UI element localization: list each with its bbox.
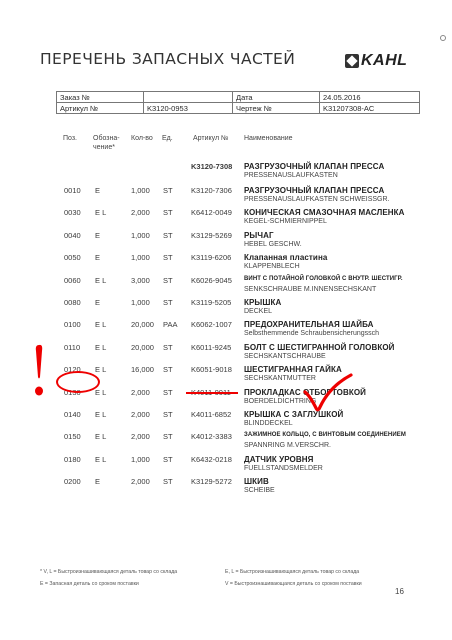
designation-cell: E L (95, 454, 107, 464)
designation-cell: E (95, 186, 101, 195)
designation-cell: E L (95, 208, 107, 218)
date-label: Дата (233, 92, 320, 103)
name-de-cell: SENKSCHRAUBE M.INNENSECHSKANT (244, 285, 377, 293)
legend-line1-right: E, L = Быстроизнашивающаяся деталь товар со склада (225, 569, 360, 575)
pos-cell: 0030 (64, 208, 81, 218)
name-de-cell: BLINDDECKEL (244, 420, 293, 427)
designation-cell: E L (95, 275, 107, 285)
name-de-cell: HEBEL GESCHW. (244, 240, 302, 248)
article-cell: K4012-3383 (191, 432, 232, 442)
legend-line2-left: E = Запасная деталь со сроком поставки (40, 581, 139, 587)
designation-cell: E (95, 477, 101, 487)
unit-cell: ST (163, 454, 173, 464)
col-designation: Обозна- чение* (93, 135, 120, 151)
unit-cell: ST (163, 230, 173, 240)
table-row (0, 186, 452, 208)
name-de-cell: PRESSENAUSLAUFKASTEN SCHWEISSGR. (244, 196, 390, 203)
pos-cell: 0120 (64, 365, 81, 375)
qty-cell: 20,000 (131, 320, 154, 330)
article-cell: K3129-5269 (191, 230, 232, 240)
article-cell: K6412-0049 (191, 208, 232, 218)
pos-cell: 0010 (64, 186, 81, 195)
article-cell: K6051-9018 (191, 365, 232, 375)
unit-cell: ST (163, 275, 173, 285)
unit-cell: ST (163, 365, 173, 375)
drawing-value: K31207308-AC (320, 103, 420, 114)
designation-cell: E L (95, 342, 107, 352)
date-value: 24.05.2016 (320, 92, 420, 103)
name-ru-cell: Клапанная пластина (244, 253, 328, 263)
unit-cell: ST (163, 387, 173, 397)
designation-cell: E L (95, 365, 107, 375)
name-de-cell: SECHSKANTSCHRAUBE (244, 352, 326, 360)
unit-cell: ST (163, 208, 173, 218)
designation-cell: E L (95, 432, 107, 442)
unit-cell: PAA (163, 320, 178, 330)
qty-cell: 2,000 (131, 477, 150, 487)
name-de-cell: SPANNRING M.VERSCHR. (244, 442, 331, 450)
parent-name-de: PRESSENAUSLAUFKASTEN (244, 172, 338, 179)
col-article: Артикул № (193, 135, 229, 142)
name-ru-cell: КОНИЧЕСКАЯ СМАЗОЧНАЯ МАСЛЕНКА (244, 208, 405, 218)
qty-cell: 2,000 (131, 387, 150, 397)
table-row (0, 432, 452, 454)
table-row (0, 253, 452, 275)
pos-cell: 0130 (64, 387, 81, 397)
table-row (0, 343, 452, 365)
qty-cell: 16,000 (131, 365, 154, 375)
order-value (144, 92, 233, 103)
legend-line1-left: * V, L = Быстроизнашивающаяся деталь товар со склада (40, 569, 178, 575)
checkmark-icon (302, 372, 354, 414)
article-underline (186, 392, 238, 394)
name-de-cell: DECKEL (244, 308, 273, 315)
col-pos: Поз. (63, 135, 77, 142)
name-de-cell: KLAPPENBLECH (244, 263, 300, 271)
designation-cell: E (95, 253, 101, 263)
designation-cell: E L (95, 320, 107, 330)
article-value: K3120-0953 (144, 103, 233, 114)
article-cell: K6432-0218 (191, 454, 232, 464)
name-ru-cell: ДАТЧИК УРОВНЯ (244, 454, 314, 464)
name-ru-cell: КРЫШКА С ЗАГЛУШКОЙ (244, 410, 344, 419)
table-row (0, 320, 452, 342)
article-cell: K3129-5272 (191, 477, 232, 487)
name-ru-cell: ПРОКЛАДКАС ОТБОРТОВКОЙ (244, 387, 366, 397)
table-row (0, 276, 452, 298)
unit-cell: ST (163, 410, 173, 419)
pos-cell: 0080 (64, 298, 81, 307)
name-ru-cell: БОЛТ С ШЕСТИГРАННОЙ ГОЛОВКОЙ (244, 342, 395, 352)
designation-cell: E (95, 230, 101, 240)
unit-cell: ST (163, 432, 173, 442)
pos-cell: 0100 (64, 320, 81, 330)
designation-cell: E L (95, 410, 107, 419)
name-de-cell: SCHEIBE (244, 487, 275, 495)
qty-cell: 1,000 (131, 454, 150, 464)
col-name: Наименование (244, 135, 293, 142)
highlight-circle (56, 371, 100, 393)
name-ru-cell: РАЗГРУЗОЧНЫЙ КЛАПАН ПРЕССА (244, 186, 385, 195)
name-ru-cell: КРЫШКА (244, 298, 282, 307)
name-de-cell: SECHSKANTMUTTER (244, 375, 316, 383)
kahl-logo-mark-icon (345, 54, 359, 68)
designation-cell: E L (95, 387, 107, 397)
qty-cell: 2,000 (131, 432, 150, 442)
pos-cell: 0180 (64, 454, 81, 464)
page-title: ПЕРЕЧЕНЬ ЗАПАСНЫХ ЧАСТЕЙ (40, 50, 296, 68)
qty-cell: 20,000 (131, 342, 154, 352)
order-label: Заказ № (57, 92, 144, 103)
pos-cell: 0140 (64, 410, 81, 419)
name-de-cell: Selbsthemmende Schraubensicherungssch (244, 330, 380, 338)
article-cell: K3119-5205 (191, 298, 232, 307)
table-row (0, 477, 452, 499)
article-cell: K6062-1007 (191, 320, 232, 330)
name-de-cell: KEGEL-SCHMIERNIPPEL (244, 218, 327, 226)
pos-cell: 0150 (64, 432, 81, 442)
name-ru-cell: РЫЧАГ (244, 230, 274, 240)
unit-cell: ST (163, 342, 173, 352)
article-cell: K6026-9045 (191, 275, 232, 285)
pos-cell: 0050 (64, 253, 81, 263)
page-number: 16 (395, 587, 404, 596)
article-cell: K6011-9245 (191, 342, 232, 352)
qty-cell: 2,000 (131, 410, 150, 419)
parent-article: K3120-7308 (191, 162, 233, 171)
name-de-cell: BOERDELDICHTRING (244, 397, 317, 405)
table-row (0, 208, 452, 230)
exclamation-mark-icon (30, 343, 50, 399)
drawing-label: Чертеж № (233, 103, 320, 114)
table-row (0, 455, 452, 477)
col-unit: Ед. (162, 135, 173, 142)
parent-name-ru: РАЗГРУЗОЧНЫЙ КЛАПАН ПРЕССА (244, 162, 385, 171)
table-row (0, 231, 452, 253)
name-ru-cell: ШЕСТИГРАННАЯ ГАЙКА (244, 365, 342, 375)
designation-cell: E (95, 298, 101, 307)
qty-cell: 3,000 (131, 275, 150, 285)
name-ru-cell: ЗАЖИМНОЕ КОЛЬЦО, С ВИНТОВЫМ СОЕДИНЕНИЕМ (244, 432, 406, 439)
article-cell: K3119-6206 (191, 253, 232, 263)
qty-cell: 1,000 (131, 298, 150, 307)
unit-cell: ST (163, 477, 173, 487)
name-ru-cell: ШКИВ (244, 477, 269, 487)
pos-cell: 0200 (64, 477, 81, 487)
unit-cell: ST (163, 253, 173, 263)
qty-cell: 1,000 (131, 230, 150, 240)
qty-cell: 2,000 (131, 208, 150, 218)
name-ru-cell: ПРЕДОХРАНИТЕЛЬНАЯ ШАЙБА (244, 320, 374, 330)
pos-cell: 0040 (64, 230, 81, 240)
name-ru-cell: ВИНТ С ПОТАЙНОЙ ГОЛОВКОЙ С ВНУТР. ШЕСТИГР. (244, 275, 403, 282)
order-info-table (56, 91, 420, 114)
article-cell: K4011-6852 (191, 410, 232, 419)
article-label: Артикул № (57, 103, 144, 114)
col-qty: Кол-во (131, 135, 153, 142)
unit-cell: ST (163, 186, 173, 195)
pos-cell: 0060 (64, 275, 81, 285)
article-cell: K3120-7306 (191, 186, 232, 195)
kahl-logo (345, 52, 407, 70)
pos-cell: 0110 (64, 342, 81, 352)
name-de-cell: FUELLSTANDSMELDER (244, 464, 323, 472)
table-row (0, 410, 452, 432)
table-row (0, 298, 452, 320)
qty-cell: 1,000 (131, 186, 150, 195)
hole-punch-mark (440, 35, 446, 41)
legend-line2-right: V = Быстроизнашивающаяся деталь со сроком поставки (225, 581, 362, 587)
kahl-logo-text: KAHL (361, 52, 408, 69)
qty-cell: 1,000 (131, 253, 150, 263)
unit-cell: ST (163, 298, 173, 307)
